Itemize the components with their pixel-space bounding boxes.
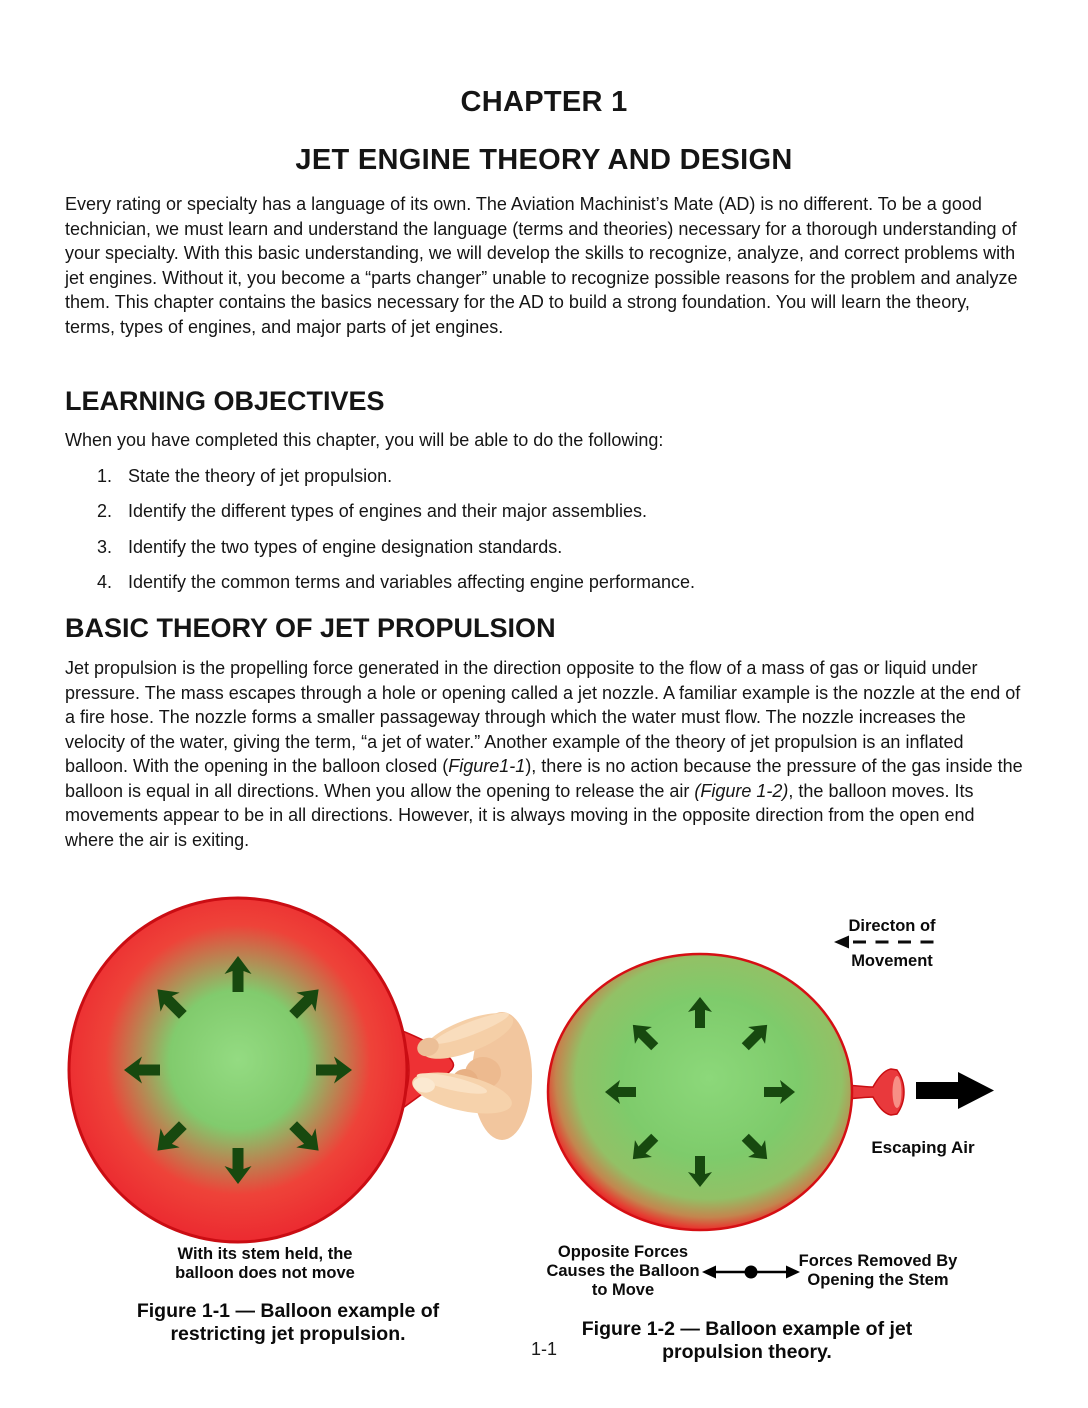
- objective-item: [97, 535, 1007, 560]
- page-number: 1-1: [530, 1339, 557, 1359]
- figure1-note-line2: balloon does not move: [175, 1264, 355, 1282]
- figure1-caption-line2: restricting jet propulsion.: [170, 1323, 406, 1345]
- figure1-caption: [105, 1300, 471, 1346]
- figure1-caption-line1: Figure 1-1 — Balloon example of: [136, 1300, 440, 1322]
- objective-number: 2.: [97, 501, 113, 521]
- objective-text: State the theory of jet propulsion.: [128, 466, 393, 486]
- objective-item: [97, 464, 1007, 489]
- learning-objectives-heading: LEARNING OBJECTIVES: [65, 386, 385, 416]
- figure2-left-note-line3: to Move: [591, 1281, 655, 1299]
- figure-reference: Figure1-1: [448, 756, 526, 776]
- figure2-right-note: [788, 1252, 968, 1290]
- figure2-caption-line2: propulsion theory.: [662, 1341, 832, 1363]
- direction-label-line2: Movement: [851, 952, 933, 970]
- paragraph-segment: ), there is no action because the pressure of the gas inside the balloon is equal in all directions. When you allow the opening to release the air: [65, 756, 1023, 801]
- objective-text: Identify the common terms and variables affecting engine performance.: [128, 572, 695, 592]
- objective-number: 4.: [97, 572, 113, 592]
- basic-theory-paragraph: [65, 656, 1023, 852]
- objective-text: Identify the different types of engines and their major assemblies.: [128, 501, 647, 521]
- figure1-note: [150, 1245, 380, 1283]
- paragraph-segment: , the balloon moves. Its movements appear to be in all directions. However, it is always moving in the opposite direction from the open end where the air is exiting.: [65, 780, 975, 850]
- objective-text: Identify the two types of engine designation standards.: [128, 537, 563, 557]
- figure2-left-note: [533, 1243, 713, 1300]
- figure2-right-note-line1: Forces Removed By: [798, 1252, 958, 1270]
- objective-item: [97, 499, 1007, 524]
- basic-theory-heading: BASIC THEORY OF JET PROPULSION: [65, 613, 556, 643]
- figure2-balloon: [548, 936, 994, 1279]
- figure2-right-note-line2: Opening the Stem: [807, 1271, 949, 1289]
- intro-paragraph: Every rating or specialty has a language of its own. The Aviation Machinist’s Mate (AD) is no different. To be a good technician, we must learn and understand the language (terms and theories) necessary for a thorough understanding of your specialty. With this basic understanding, we will develop the skills to recognize, analyze, and correct problems with jet engines. Without it, you become a “parts changer” unable to recognize possible reasons for the problem and analyze them. This chapter contains the basics necessary for the AD to build a strong foundation. You will learn the theory, terms, types of engines, and major parts of jet engines.: [65, 194, 1018, 337]
- figure1-balloon: [69, 898, 532, 1242]
- page-title: JET ENGINE THEORY AND DESIGN: [295, 144, 793, 176]
- direction-label-line1: Directon of: [848, 917, 936, 935]
- escaping-air-label: Escaping Air: [871, 1138, 975, 1157]
- balloon-body: [548, 954, 852, 1230]
- opposite-forces-arrow-icon: [702, 1266, 800, 1279]
- paragraph-segment: Jet propulsion is the propelling force generated in the direction opposite to the flow of a mass of gas or liquid under pressure. The mass escapes through a hole or opening called a jet nozzle. A familiar example is the nozzle at the end of a fire hose. The nozzle forms a smaller passageway through which the water must flow. The nozzle increases the velocity of the water, giving the term, “a jet of water.” Another example of the theory of jet propulsion is an inflated balloon. With the opening in the balloon closed (: [65, 658, 1021, 776]
- objective-item: [97, 570, 1007, 595]
- escaping-air-arrow-icon: [916, 1072, 994, 1109]
- objective-number: 3.: [97, 537, 113, 557]
- balloon-body: [69, 898, 407, 1242]
- learning-objectives-lead: When you have completed this chapter, you will be able to do the following:: [65, 430, 664, 450]
- objective-number: 1.: [97, 466, 113, 486]
- nozzle-opening: [893, 1076, 902, 1108]
- figure2-caption-line1: Figure 1-2 — Balloon example of jet: [581, 1318, 913, 1340]
- direction-of-movement-label: [822, 917, 962, 971]
- chapter-label: CHAPTER 1: [460, 86, 628, 118]
- figure2-left-note-line1: Opposite Forces: [557, 1243, 689, 1261]
- figure2-left-note-line2: Causes the Balloon: [546, 1262, 700, 1280]
- figure2-caption: [564, 1318, 930, 1364]
- figure1-note-line1: With its stem held, the: [177, 1245, 353, 1263]
- figures-region: [0, 880, 1088, 1408]
- figure-reference: (Figure 1-2): [694, 780, 789, 801]
